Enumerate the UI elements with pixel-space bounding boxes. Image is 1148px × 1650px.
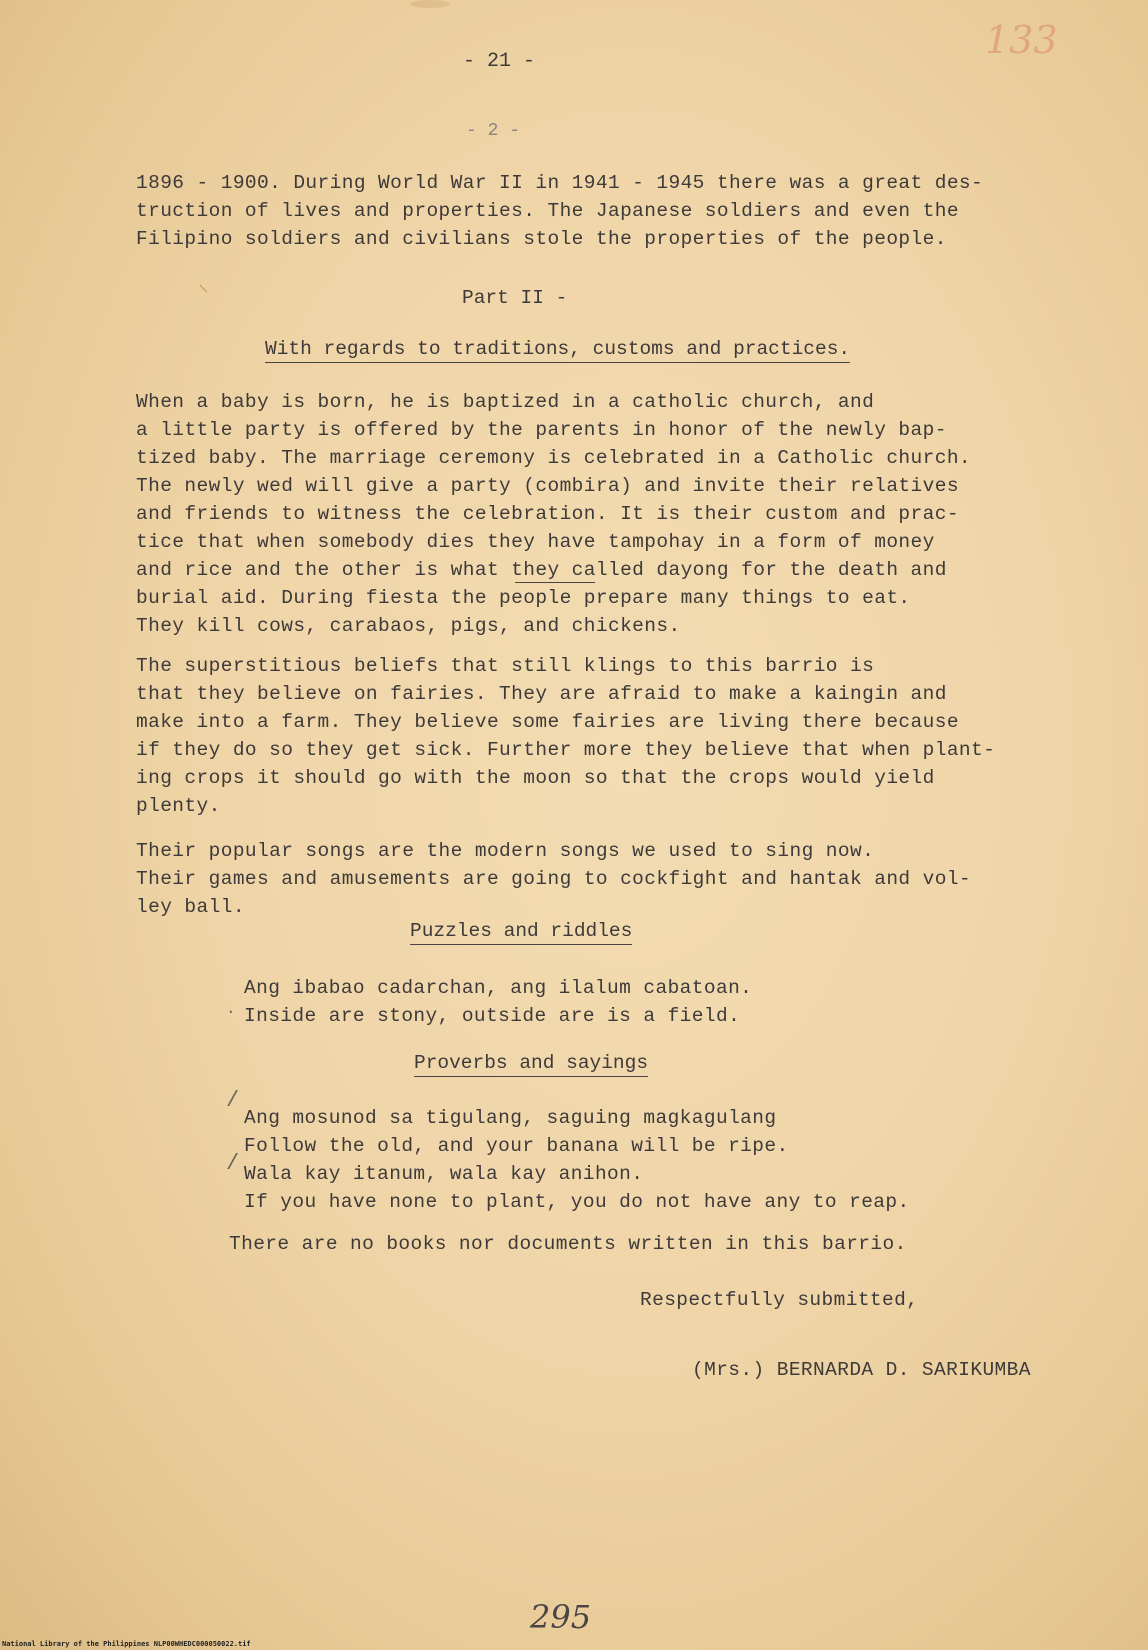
check-mark: / [226, 1151, 240, 1176]
proverb-line: If you have none to plant, you do not have any to reap. [244, 1191, 910, 1213]
ink-dot: · [226, 1003, 236, 1021]
archive-footer: National Library of the Philippines NLP00WHEDC000050022.tif [2, 1640, 251, 1648]
text-line: 1896 - 1900. During World War II in 1941 - 1945 there was a great des- [136, 172, 984, 194]
text-line: Filipino soldiers and civilians stole the properties of the people. [136, 228, 947, 250]
proverb-line: Wala kay itanum, wala kay anihon. [244, 1163, 644, 1185]
proverb-line: Follow the old, and your banana will be ripe. [244, 1135, 789, 1157]
text-line: Their popular songs are the modern songs we used to sing now. [136, 840, 875, 862]
text-line: make into a farm. They believe some fairies are living there because [136, 711, 959, 733]
text-line: burial aid. During fiesta the people prepare many things to eat. [136, 587, 911, 609]
proverbs-heading [414, 1052, 648, 1074]
handwritten-folio: 295 [530, 1598, 592, 1636]
section-heading [265, 338, 850, 360]
text-line: tice that when somebody dies they have tampohay in a form of money [136, 531, 935, 553]
signature: (Mrs.) BERNARDA D. SARIKUMBA [692, 1359, 1031, 1381]
text-line: The superstitious beliefs that still klings to this barrio is [136, 655, 875, 677]
ink-mark: ⸜ [198, 273, 210, 298]
puzzles-heading [410, 920, 632, 942]
text-line: a little party is offered by the parents in honor of the newly bap- [136, 419, 947, 441]
text-line: plenty. [136, 795, 221, 817]
part-heading: Part II - [462, 287, 568, 309]
text-line: and rice and the other is what they called dayong for the death and [136, 559, 947, 581]
dayong-underline [515, 582, 595, 583]
text-line: They kill cows, carabaos, pigs, and chickens. [136, 615, 681, 637]
check-mark: / [226, 1088, 240, 1113]
text-line: When a baby is born, he is baptized in a catholic church, and [136, 391, 875, 413]
text-line: truction of lives and properties. The Japanese soldiers and even the [136, 200, 959, 222]
text-line: that they believe on fairies. They are afraid to make a kaingin and [136, 683, 947, 705]
text-line: if they do so they get sick. Further more they believe that when plant- [136, 739, 996, 761]
text-line: The newly wed will give a party (combira) and invite their relatives [136, 475, 959, 497]
proverb-line: Ang mosunod sa tigulang, saguing magkagulang [244, 1107, 777, 1129]
text-line: ing crops it should go with the moon so that the crops would yield [136, 767, 935, 789]
proverbs-heading-text: Proverbs and sayings [414, 1052, 648, 1077]
section-heading-text: With regards to traditions, customs and practices. [265, 338, 850, 363]
text-line: tized baby. The marriage ceremony is celebrated in a Catholic church. [136, 447, 972, 469]
riddle-line: Inside are stony, outside are is a field. [244, 1005, 741, 1027]
text-line: ley ball. [136, 896, 245, 918]
archive-number: 133 [985, 18, 1058, 62]
closing-line: There are no books nor documents written in this barrio. [229, 1233, 907, 1255]
closing-salutation: Respectfully submitted, [640, 1289, 919, 1311]
page-number: - 21 - [463, 50, 536, 73]
puzzles-heading-text: Puzzles and riddles [410, 920, 632, 945]
text-line: Their games and amusements are going to cockfight and hantak and vol- [136, 868, 972, 890]
text-line: and friends to witness the celebration. It is their custom and prac- [136, 503, 959, 525]
riddle-line: Ang ibabao cadarchan, ang ilalum cabatoan. [244, 977, 753, 999]
paper-stain [410, 0, 450, 8]
sub-page-number: - 2 - [466, 121, 521, 141]
